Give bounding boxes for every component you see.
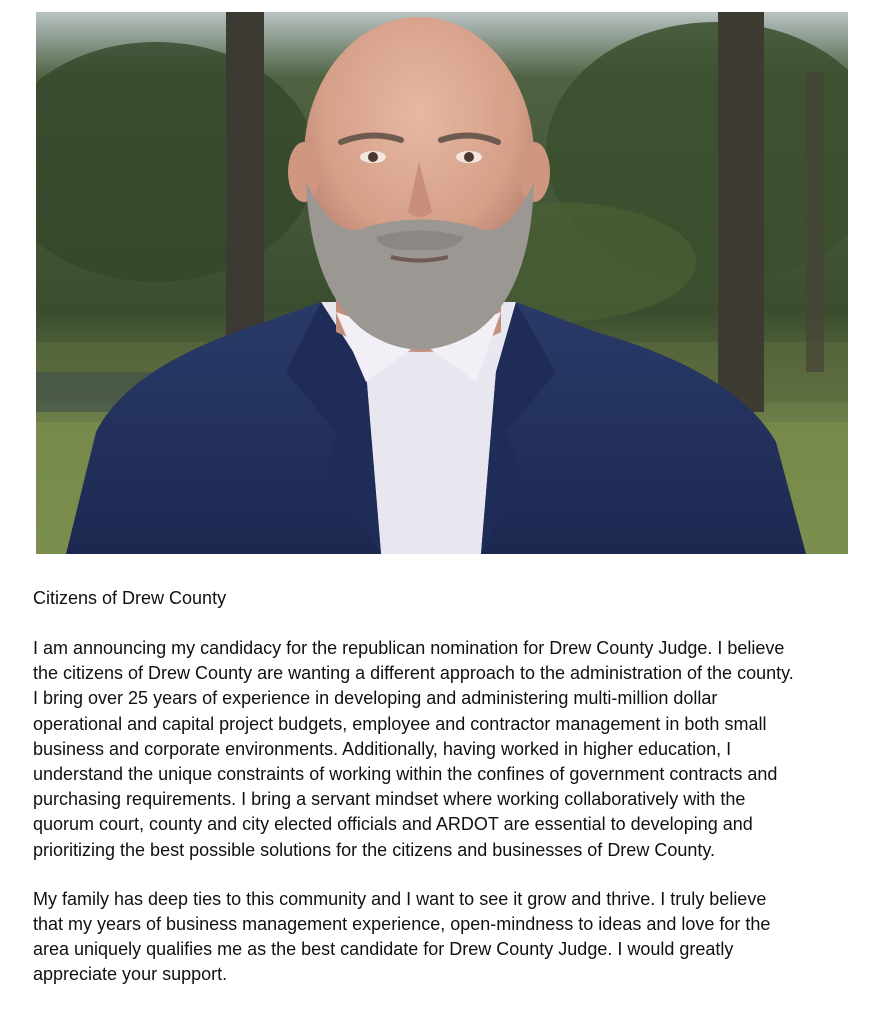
salutation: Citizens of Drew County bbox=[33, 588, 227, 608]
tree-trunk bbox=[718, 12, 764, 412]
announcement-letter bbox=[33, 586, 853, 1012]
candidate-portrait-image bbox=[36, 12, 848, 554]
candidate-photo bbox=[36, 12, 848, 554]
paragraph-closing: My family has deep ties to this community and I want to see it grow and thrive. I truly believe that my years of business management experience, open-mindness to ideas and love for the area uniquely qualifies me as the best candidate for Drew County Judge. I would greatly appreciate your support. bbox=[33, 888, 771, 985]
paragraph-candidacy: I am announcing my candidacy for the republican nomination for Drew County Judge. I believe the citizens of Drew County are wanting a different approach to the administration of the county. I bring over 25 years of experience in developing and administering multi-million dollar operational and capital project budgets, employee and contractor management in both small business and corporate environments. Additionally, having worked in higher education, I understand the unique constraints of working within the confines of government contracts and purchasing requirements. I bring a servant mindset where working collaboratively with the quorum court, county and city elected officials and ARDOT are essential to developing and prioritizing the best possible solutions for the citizens and businesses of Drew County. bbox=[33, 638, 794, 860]
